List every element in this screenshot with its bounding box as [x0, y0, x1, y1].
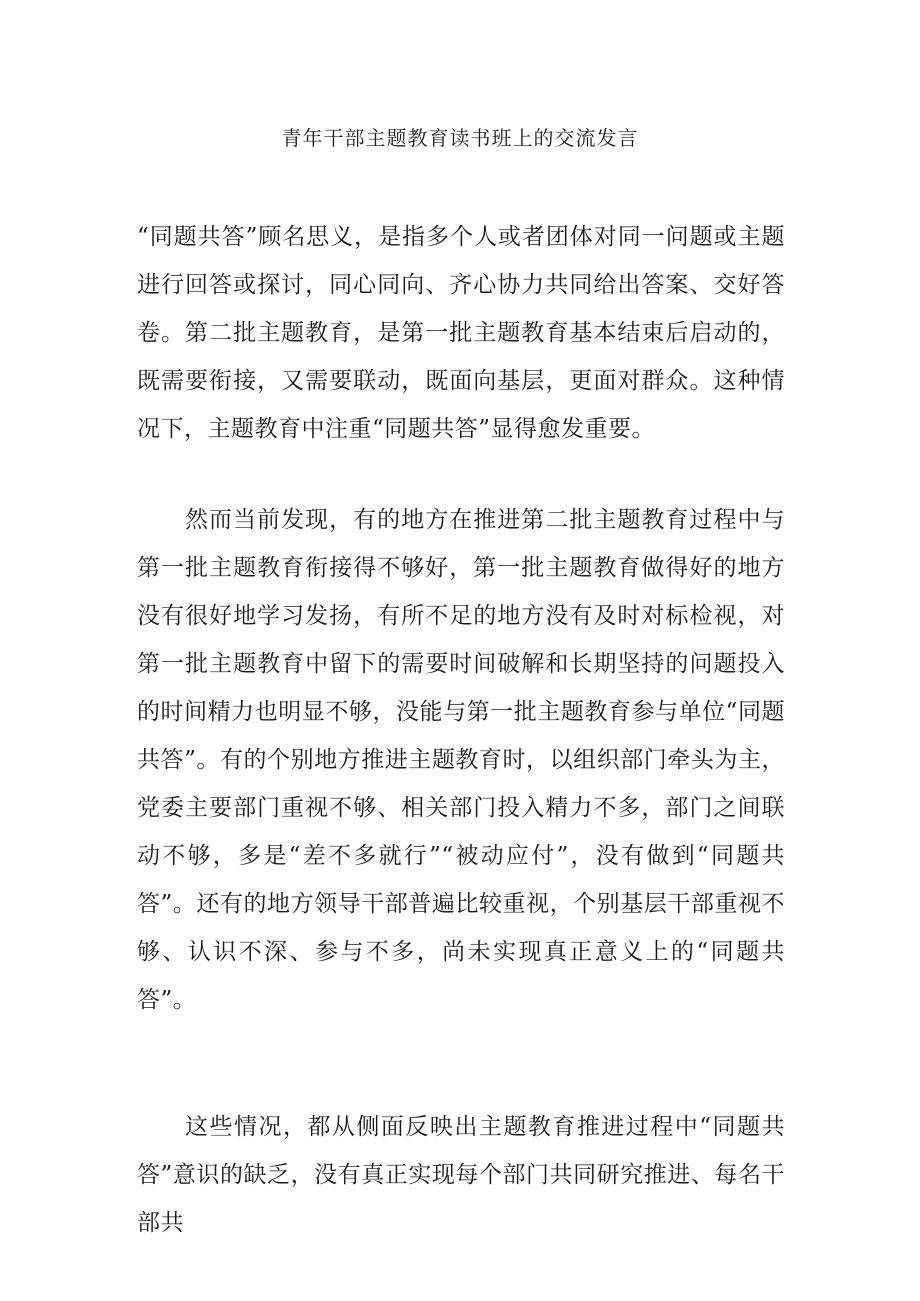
document-title: 青年干部主题教育读书班上的交流发言	[281, 126, 639, 150]
paragraph-2: 然而当前发现，有的地方在推进第二批主题教育过程中与第一批主题教育衔接得不够好，第一批主题教育做得好的地方没有很好地学习发扬，有所不足的地方没有及时对标检视，对第一批主题教育中留下的需要时间破解和长期坚持的问题投入的时间精力也明显不够，没能与第一批主题教育参与单位“同题共答”。有的个别地方推进主题教育时，以组织部门牵头为主，党委主要部门重视不够、相关部门投入精力不多，部门之间联动不够，多是“差不多就行”“被动应付”，没有做到“同题共答”。还有的地方领导干部普遍比较重视，个别基层干部重视不够、认识不深、参与不多，尚未实现真正意义上的“同题共答”。	[137, 507, 785, 1013]
paragraph-3: 这些情况，都从侧面反映出主题教育推进过程中“同题共答”意识的缺乏，没有真正实现每个部门共同研究推进、每名干部共	[137, 1114, 785, 1236]
paragraph-1: “同题共答”顾名思义，是指多个人或者团体对同一问题或主题进行回答或探讨，同心同向、齐心协力共同给出答案、交好答卷。第二批主题教育，是第一批主题教育基本结束后启动的，既需要衔接，又需要联动，既面向基层，更面对群众。这种情况下，主题教育中注重“同题共答”显得愈发重要。	[137, 224, 785, 442]
